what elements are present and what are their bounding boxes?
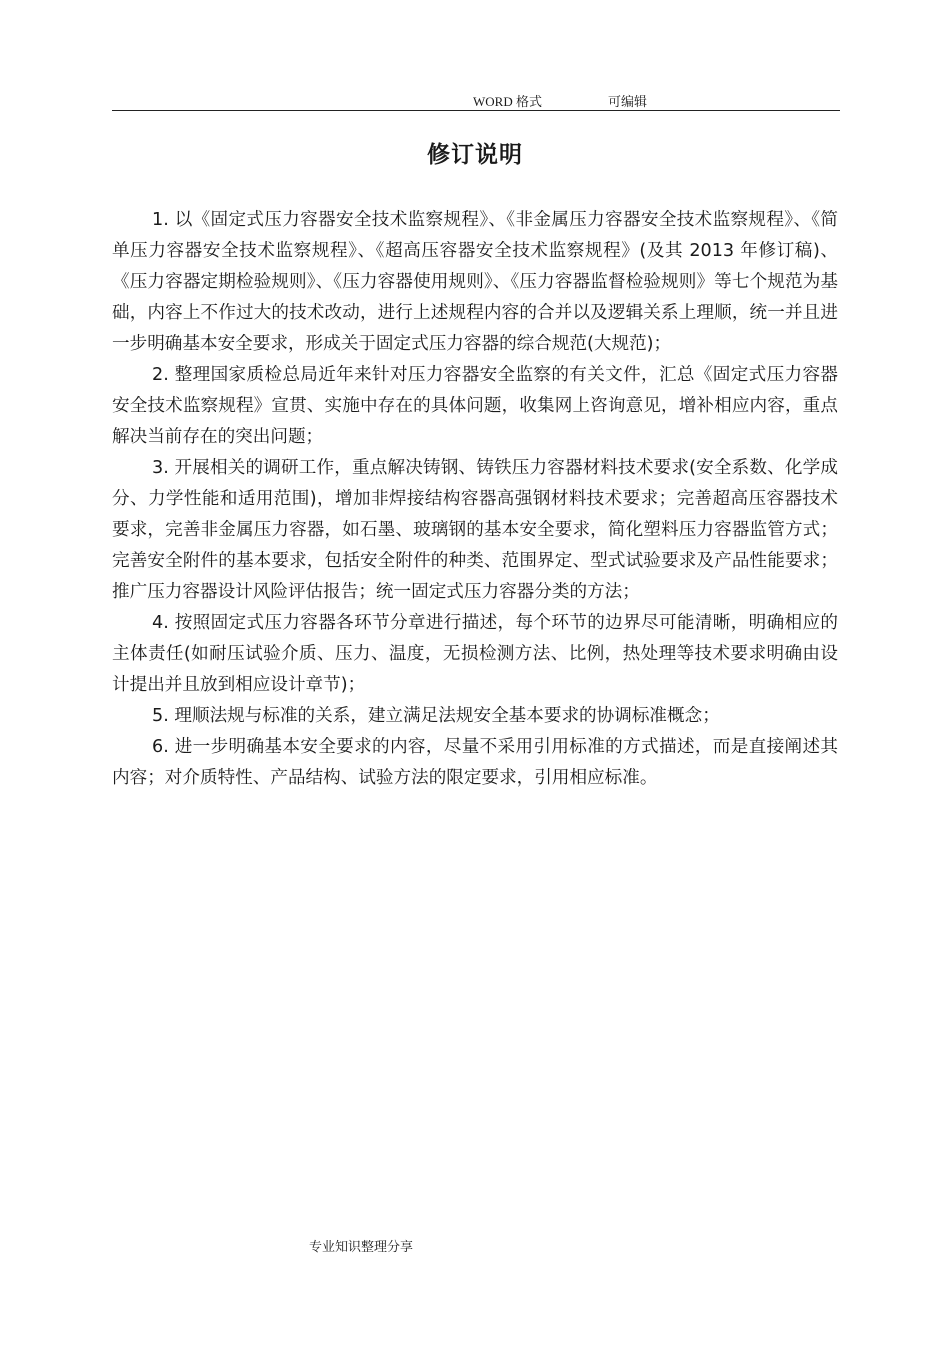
document-body [112, 205, 838, 794]
paragraph-5: 5. 理顺法规与标准的关系，建立满足法规安全基本要求的协调标准概念； [152, 706, 720, 726]
page-footer: 专业知识整理分享 [309, 1239, 414, 1254]
paragraph-3: 3. 开展相关的调研工作，重点解决铸钢、铸铁压力容器材料技术要求(安全系数、化学成分、力学性能和适用范围)，增加非焊接结构容器高强钢材料技术要求；完善超高压容器技术要求，完善非金属压力容器，如石墨、玻璃钢的基本安全要求，简化塑料压力容器监管方式；完善安全附件的基本要求，包括安全附件的种类、范围界定、型式试验要求及产品性能要求；推广压力容器设计风险评估报告；统一固定式压力容器分类的方法； [112, 458, 838, 602]
page-header [112, 89, 840, 111]
paragraph-4: 4. 按照固定式压力容器各环节分章进行描述，每个环节的边界尽可能清晰，明确相应的主体责任(如耐压试验介质、压力、温度，无损检测方法、比例，热处理等技术要求明确由设计提出并且放到相应设计章节)； [112, 613, 838, 695]
page-title: 修订说明 [427, 142, 523, 168]
header-format-label: WORD 格式 [473, 94, 542, 109]
header-editable-label: 可编辑 [608, 94, 648, 109]
paragraph-6: 6. 进一步明确基本安全要求的内容，尽量不采用引用标准的方式描述，而是直接阐述其内容；对介质特性、产品结构、试验方法的限定要求，引用相应标准。 [112, 737, 838, 788]
paragraph-2: 2. 整理国家质检总局近年来针对压力容器安全监察的有关文件，汇总《固定式压力容器安全技术监察规程》宣贯、实施中存在的具体问题，收集网上咨询意见，增补相应内容，重点解决当前存在的突出问题； [112, 365, 838, 447]
paragraph-1: 1. 以《固定式压力容器安全技术监察规程》、《非金属压力容器安全技术监察规程》、《简单压力容器安全技术监察规程》、《超高压容器安全技术监察规程》(及其 2013 年修订稿)、《压力容器定期检验规则》、《压力容器使用规则》、《压力容器监督检验规则》等七个规范为基础，内容上不作过大的技术改动，进行上述规程内容的合并以及逻辑关系上理顺，统一并且进一步明确基本安全要求，形成关于固定式压力容器的综合规范(大规范)； [112, 210, 838, 354]
